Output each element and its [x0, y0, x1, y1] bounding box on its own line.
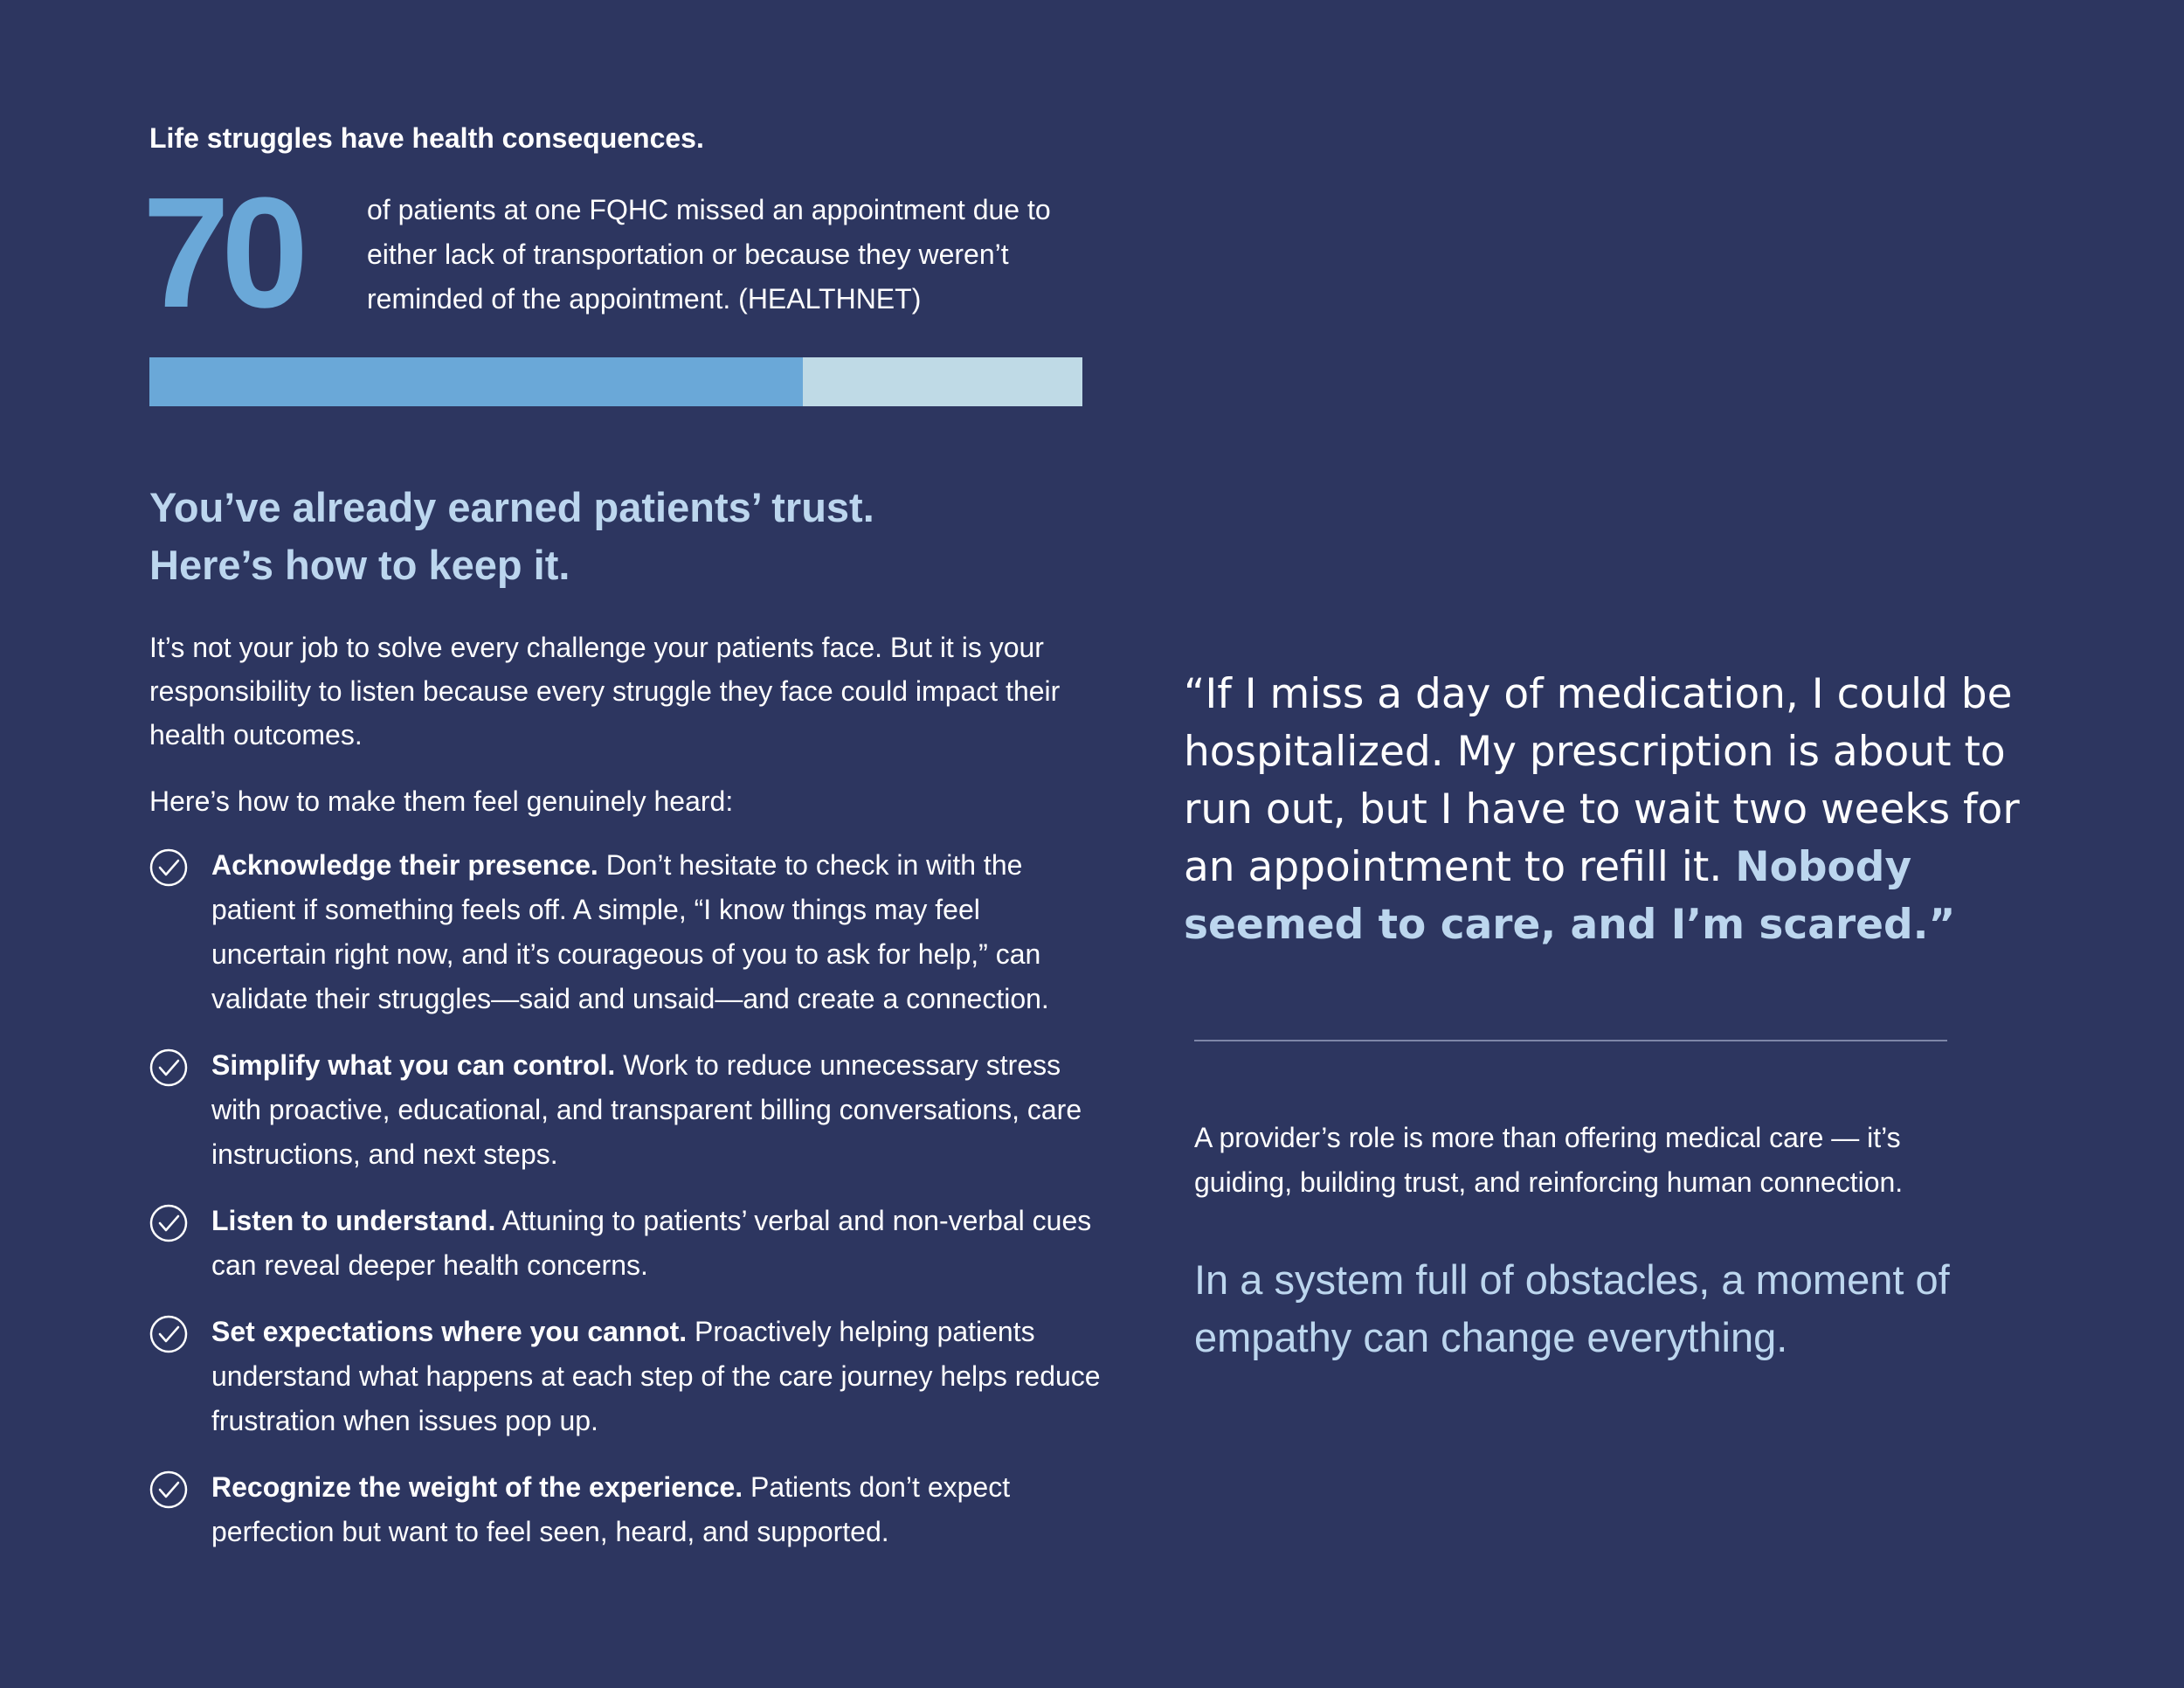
checklist-item-title: Set expectations where you cannot. [211, 1316, 688, 1347]
checklist-item [149, 843, 1102, 1021]
patient-quote [1184, 666, 2022, 954]
tips-checklist [149, 843, 1102, 1576]
checklist-item-title: Acknowledge their presence. [211, 849, 598, 881]
checklist-item [149, 1043, 1102, 1177]
section-title-line1: You’ve already earned patients’ trust. [149, 484, 874, 530]
section-kicker: Life struggles have health consequences. [149, 122, 704, 154]
checklist-item-title: Simplify what you can control. [211, 1049, 616, 1081]
stat-progress-bar [149, 357, 1082, 406]
stat-number: 70 [142, 165, 301, 341]
check-circle-icon [149, 1204, 188, 1242]
checklist-item-text: Work to reduce unnecessary stress with proactive, educational, and transparent billing conversations, care instructions, and next steps. [211, 1049, 1082, 1170]
checklist-item [149, 1465, 1102, 1554]
check-circle-icon [149, 1048, 188, 1087]
checklist-item-title: Recognize the weight of the experience. [211, 1471, 743, 1503]
quote-regular: “If I miss a day of medication, I could be hospitalized. My prescription is about to run out, but I have to wait two weeks for an appointment to refill it. [1184, 670, 2020, 891]
check-circle-icon [149, 1470, 188, 1509]
list-intro: Here’s how to make them feel genuinely heard: [149, 785, 734, 817]
section-title [149, 479, 1110, 594]
checklist-item-text: Proactively helping patients understand what happens at each step of the care journey helps reduce frustration when issues pop up. [211, 1316, 1101, 1436]
checklist-item-text: Don’t hesitate to check in with the patient if something feels off. A simple, “I know things may feel uncertain right now, and it’s courageous of you to ask for help,” can validate their struggles—said and unsaid—and create a connection. [211, 849, 1049, 1014]
checklist-item-text: Attuning to patients’ verbal and non-verbal cues can reveal deeper health concerns. [211, 1205, 1092, 1281]
checklist-item-text: Patients don’t expect perfection but want to feel seen, heard, and supported. [211, 1471, 1011, 1547]
checklist-item [149, 1199, 1102, 1288]
closing-statement: In a system full of obstacles, a moment of empathy can change everything. [1194, 1256, 1950, 1360]
section-title-line2: Here’s how to keep it. [149, 542, 570, 588]
provider-role-text: A provider’s role is more than offering medical care — it’s guiding, building trust, and reinforcing human connection. [1194, 1122, 1904, 1198]
checklist-item [149, 1310, 1102, 1443]
quote-emphasis: Nobody seemed to care, and I’m scared.” [1184, 843, 1956, 949]
check-circle-icon [149, 848, 188, 887]
divider [1194, 1040, 1947, 1041]
stat-description: of patients at one FQHC missed an appointment due to either lack of transportation or because they weren’t reminded of the appointment. (HEALTHNET) [367, 194, 1051, 315]
check-circle-icon [149, 1315, 188, 1353]
intro-paragraph: It’s not your job to solve every challenge your patients face. But it is your responsibility to listen because every struggle they face could impact their health outcomes. [149, 632, 1061, 751]
stat-progress-fill [149, 357, 803, 406]
checklist-item-title: Listen to understand. [211, 1205, 496, 1236]
